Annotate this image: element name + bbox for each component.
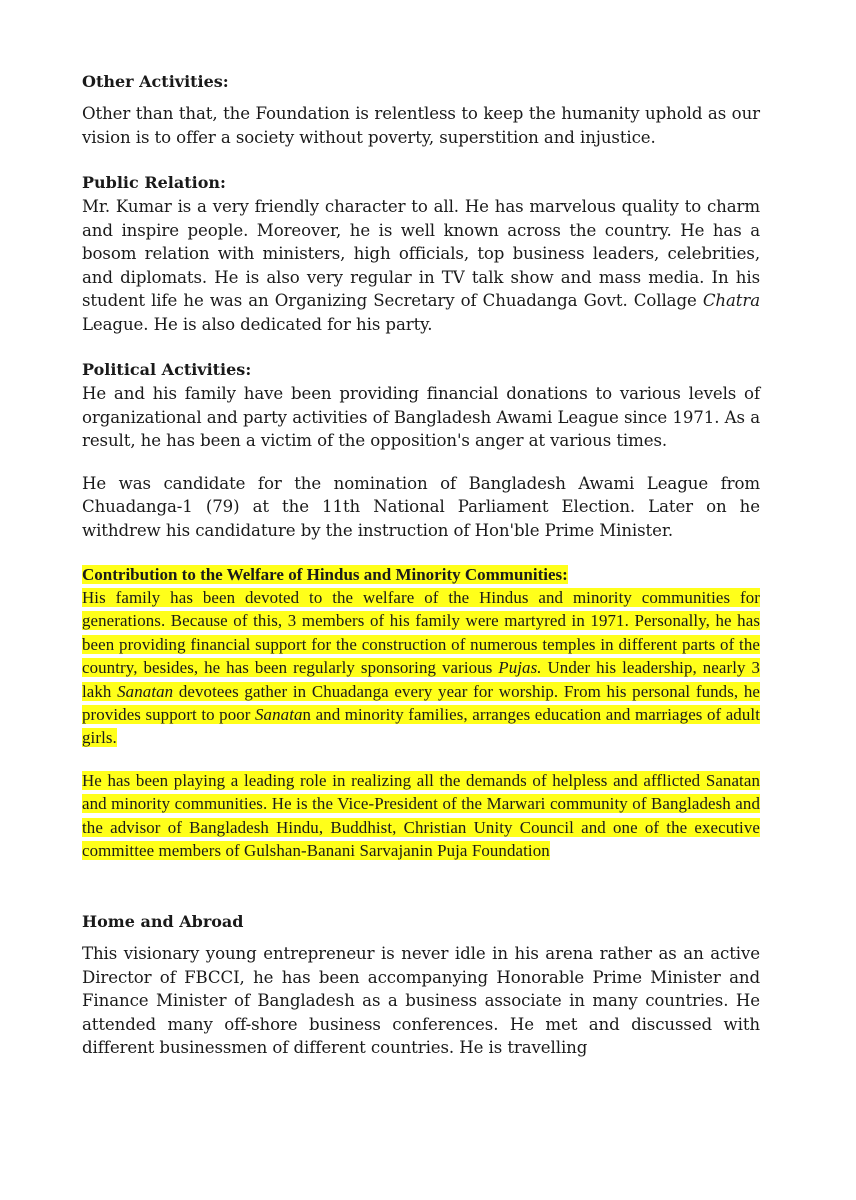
chatra-term: Chatra bbox=[702, 291, 760, 310]
political-activities-body-2: He was candidate for the nomination of Bangladesh Awami League from Chuadanga-1 (79) at the 11th National Parliament Election. Later on he withdrew his candidature by the instruction of Hon'ble Prime Minister. bbox=[82, 473, 760, 540]
welfare-body-1-highlight bbox=[82, 588, 760, 747]
political-activities-section bbox=[82, 358, 760, 542]
welfare-text-c: devotees gather in Chuadanga every year for worship. From his personal funds, he provides support to poor bbox=[82, 681, 760, 725]
welfare-body-1 bbox=[82, 586, 760, 750]
public-relation-text: Mr. Kumar is a very friendly character to all. He has marvelous quality to charm and inspire people. Moreover, he is well known across the country. He has a bosom relation with ministers, high officials, top business leaders, celebrities, and diplomats. He is also very regular in TV talk show and mass media. In his student life he was an Organizing Secretary of Chuadanga Govt. Collage bbox=[82, 197, 760, 310]
home-abroad-body: This visionary young entrepreneur is never idle in his arena rather as an active Director of FBCCI, he has been accompanying Honorable Prime Minister and Finance Minister of Bangladesh as a business associate in many countries. He attended many off-shore business conferences. He met and discussed with different businessmen of different countries. He is travelling bbox=[82, 944, 760, 1058]
political-activities-heading: Political Activities: bbox=[82, 360, 252, 379]
welfare-text-d: n and minority families, arranges education and marriages of adult girls. bbox=[82, 705, 760, 748]
welfare-body-2-highlight: He has been playing a leading role in realizing all the demands of helpless and afflicted Sanatan and minority communities. He is the Vice-President of the Marwari community of Bangladesh and the advisor of Bangladesh Hindu, Buddhist, Christian Unity Council and one of the executive committee members of Gulshan-Banani Sarvajanin Puja Foundation bbox=[82, 770, 760, 861]
other-activities-body: Other than that, the Foundation is relentless to keep the humanity uphold as our vision is to offer a society without poverty, superstition and injustice. bbox=[82, 104, 760, 147]
welfare-heading bbox=[82, 564, 760, 586]
public-relation-text-end: League. He is also dedicated for his party. bbox=[82, 314, 433, 334]
welfare-body-2 bbox=[82, 769, 760, 863]
pujas-term: Pujas. bbox=[498, 658, 542, 678]
welfare-heading-text: Contribution to the Welfare of Hindus and Minority Communities: bbox=[82, 565, 568, 584]
home-abroad-heading: Home and Abroad bbox=[82, 912, 244, 932]
public-relation-section bbox=[82, 171, 760, 336]
document-page bbox=[82, 70, 760, 1060]
home-abroad-section bbox=[82, 910, 760, 1060]
welfare-text-b: Under his leadership, nearly 3 lakh bbox=[82, 658, 760, 701]
other-activities-section bbox=[82, 70, 760, 149]
other-activities-heading: Other Activities: bbox=[82, 72, 229, 91]
public-relation-heading: Public Relation: bbox=[82, 173, 226, 192]
sanatan-term: Sanatan bbox=[117, 681, 174, 701]
welfare-text-a: His family has been devoted to the welfare of the Hindus and minority communities for generations. Because of this, 3 members of his family were martyred in 1971. Personally, he has been providing financial support for the construction of numerous temples in different parts of the country, besides, he has been regularly sponsoring various bbox=[82, 588, 760, 678]
welfare-section bbox=[82, 564, 760, 862]
political-activities-body-1: He and his family have been providing financial donations to various levels of organizational and party activities of Bangladesh Awami League since 1971. As a result, he has been a victim of the opposition's anger at various times. bbox=[82, 384, 760, 450]
sanata-term: Sanata bbox=[255, 705, 303, 725]
public-relation-body bbox=[82, 195, 760, 336]
